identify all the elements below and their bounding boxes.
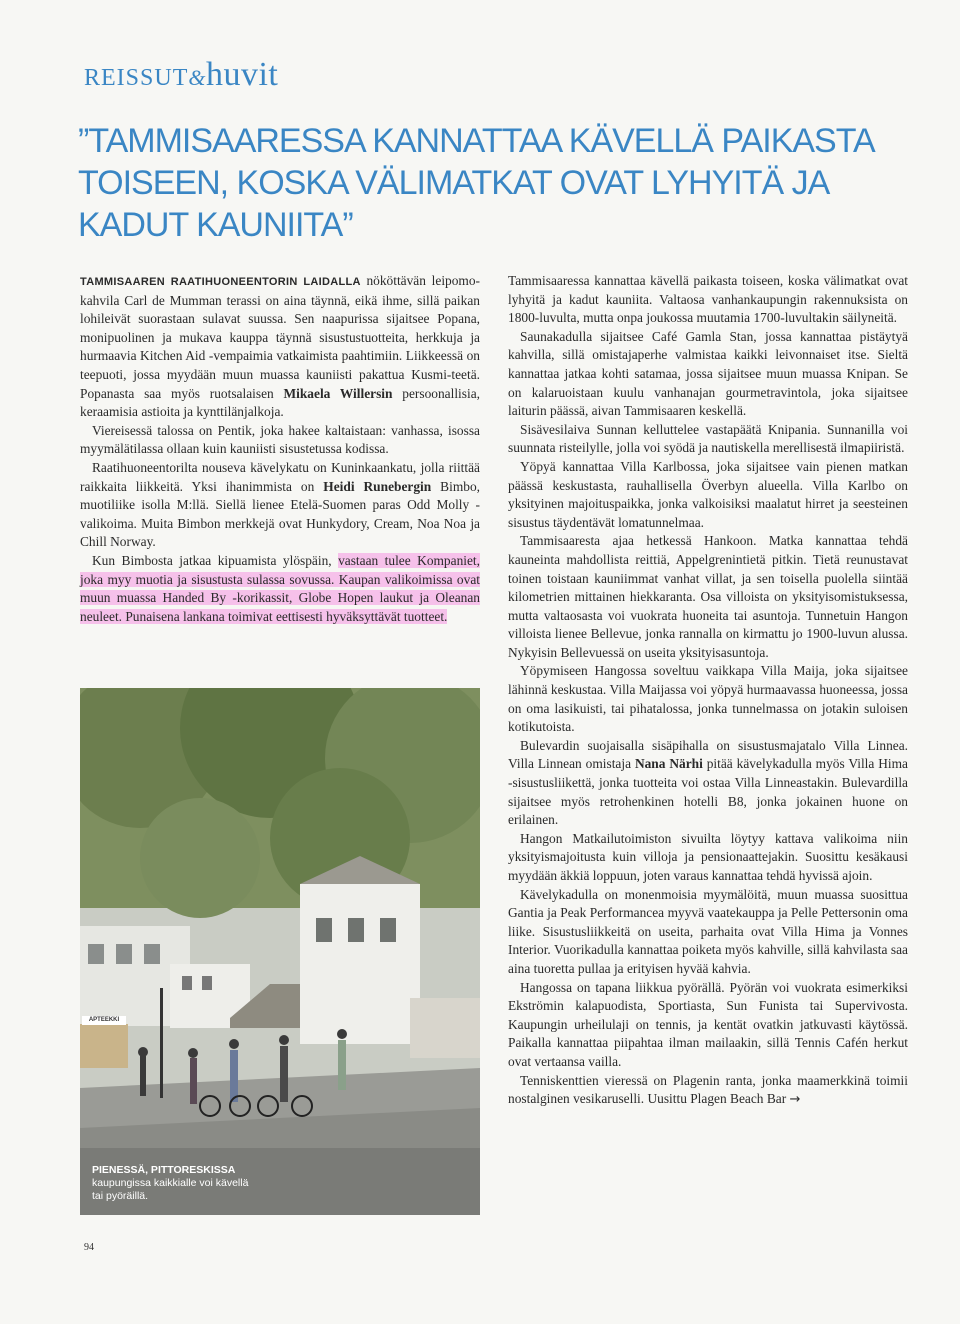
- person-name: Heidi Runebergin: [323, 478, 432, 494]
- section-label-amp: &: [188, 65, 206, 90]
- continue-arrow-icon: →: [789, 1092, 801, 1108]
- window: [182, 976, 192, 990]
- text: Raatihuoneentorilta nouseva kävelykatu on Kuninkaankatu, jolla riittää raikkaita liikkeitä. Yksi ihanimmista on: [80, 459, 480, 494]
- pedestrian-head: [337, 1029, 347, 1039]
- storefront: [80, 1024, 128, 1068]
- lamp-post: [160, 988, 163, 1098]
- window: [88, 944, 104, 964]
- street-photo-illustration: [80, 688, 480, 1215]
- highlighted-text: vastaan tulee Kompaniet, joka myy muotia ja sisustusta sulassa sovussa. Kaupan valikoimissa ovat muun muassa Handed By -korikassit, Globe Hopen laukut ja Oleanan neuleet. Punaisena lankana toimivat eettisesti hyväksyttävät tuotteet.: [80, 552, 480, 624]
- paragraph: [508, 737, 908, 830]
- text: Tenniskenttien vieressä on Plagenin ranta, jonka maamerkkinä toimii nostalginen vesikaruselli. Uusittu Plagen Beach Bar: [508, 1072, 908, 1107]
- paragraph: Hangossa on tapana liikkua pyörällä. Pyörän voi vuokrata esimerkiksi Ekströmin kalapuodista, Sportiasta, Sun Funista tai Supervivosta. Kaupungin urheilulaji on tennis, ja kentät ovatkin jatkuvasti käytössä. Paikalla kannattaa piipahtaa ilman mailaakin, sillä Tennis Cafén herkut ovat vertaansa vailla.: [508, 979, 908, 1069]
- pedestrian: [230, 1050, 238, 1102]
- window: [144, 944, 160, 964]
- right-column: [508, 272, 908, 1110]
- window: [316, 918, 332, 942]
- text: Bulevardin suojaisalla sisäpihalla on sisustusmajatalo Villa Linnea. Villa Linnean omistaja: [508, 737, 908, 772]
- pedestrian: [280, 1046, 288, 1102]
- window: [202, 976, 212, 990]
- photo-caption: [92, 1164, 262, 1203]
- paragraph: Tammisaaresta ajaa hetkessä Hankoon. Matka kannattaa tehdä kauneinta mahdollista reittiä, Appelgrenintietä pitkin. Tietä reunustavat toinen toistaan kauniimmat vanhat villat, ja sen toisella puolella siintää kilometrien mittainen hiekkaranta. Osa villoista on yksityisomistuksessa, mutta valtaosasta voi vuokrata huoneita tai asuntoja. Tunnetuin Hangon villoista lienee Bellevue, jonka rannalla on kirmattu jo 1900-luvun alussa. Nykyisin Bellevuessä on useita yksityisasuntoja.: [508, 533, 908, 660]
- paragraph: [80, 459, 480, 552]
- text: persoonallisia, keraamisia astioita ja kynttilänjalkoja.: [80, 385, 480, 420]
- section-label: [84, 56, 278, 94]
- window: [380, 918, 396, 942]
- pedestrian: [140, 1056, 146, 1096]
- street-photo: [80, 688, 480, 1215]
- window: [348, 918, 364, 942]
- caption-lead: PIENESSÄ, PITTORESKISSA: [92, 1164, 236, 1176]
- pharmacy-sign: APTEEKKI: [82, 1016, 126, 1025]
- tree: [140, 798, 260, 918]
- paragraph: [80, 552, 480, 626]
- person-name: Mikaela Willersin: [283, 385, 393, 401]
- pedestrian-head: [138, 1047, 148, 1057]
- headline-quote: ”TAMMISAARESSA KANNATTAA KÄVELLÄ PAIKASTA TOISEEN, KOSKA VÄLIMATKAT OVAT LYHYITÄ JA KADUT KAUNIITA”: [78, 122, 873, 244]
- paragraph: Hangon Matkailutoimiston sivuilta löytyy kattava valikoima niin yksityismajoitusta kuin villoja ja pensionaattejakin. Suosittu kesäkausi myydään äkkiä loppuun, joten varaus kannattaa tehdä hyvissä ajoin.: [508, 830, 908, 883]
- white-building: [300, 884, 420, 1044]
- paragraph: Sisävesilaiva Sunnan kelluttelee vastapäätä Knipania. Sunnanilla voi suunnata risteilylle, jolla voi syödä ja nautiskella merellisestä ilmapiiristä.: [508, 421, 908, 456]
- pedestrian: [338, 1040, 346, 1090]
- section-label-part1: REISSUT: [84, 65, 189, 91]
- text: pitää kävelykadulla myös Villa Hima -sisustusliikettä, jonka tuotteita voi ostaa Villa Linneastakin. Bulevardilla sijaitsee myös retrohenkinen hotelli B8, jonka jokainen huone on erilainen.: [508, 756, 908, 828]
- person-name: Nana Närhi: [634, 756, 703, 772]
- pedestrian-head: [229, 1039, 239, 1049]
- page-number: 94: [84, 1242, 94, 1253]
- text: Kun Bimbosta jatkaa kipuamista ylöspäin,: [92, 552, 339, 568]
- lead-in: TAMMISAAREN RAATIHUONEENTORIN LAIDALLA: [80, 276, 361, 288]
- text: Bimbo, muotiliike isolla M:llä. Siellä lienee Etelä-Suomen paras Odd Molly -valikoima. Muita Bimbon merkkejä ovat Hunkydory, Cream, Noa Noa ja Chill Norway.: [80, 478, 480, 550]
- window: [116, 944, 132, 964]
- paragraph: Saunakadulla sijaitsee Café Gamla Stan, jossa kannattaa pistäytyä kahvilla, sillä omistajaperhe valmistaa kaikki leivonnaiset itse. Sieltä kannattaa jatkaa kohti satamaa, jossa sijaitsee muun muassa Knipan. Se on kalaruoistaan kuulu vanhanajan gourmetravintola, joka sijaitsee laiturin päässä, aivan Tammisaaren keskellä.: [508, 328, 908, 419]
- paragraph: [508, 1072, 908, 1110]
- paragraph: Tammisaaressa kannattaa kävellä paikasta toiseen, koska välimatkat ovat lyhyitä ja kadut kauniita. Valtaosa vanhankaupungin rakennuksista on 1800-luvulta, mutta onpa joukossa muutamia 1700-luvultakin säilyneitä.: [508, 273, 908, 326]
- pedestrian-head: [279, 1035, 289, 1045]
- paragraph: [80, 272, 480, 422]
- paragraph: Viereisessä talossa on Pentik, joka hakee kaltaistaan: vanhassa, isossa myymälätilassa ollaan kuin kauniisti sisustetussa kodissa.: [80, 422, 480, 457]
- caption-text: kaupungissa kaikkialle voi kävellä tai pyöräillä.: [92, 1177, 249, 1202]
- text: nököttävän leipomo-kahvila Carl de Mumman terassi on aina täynnä, eikä ihme, sillä paikan lohileivät suorastaan sulavat suussa. Sen naapurissa sijaitsee Popana, monipuolinen ja mukava kauppa täynnä sisustustuotteita, herkkuja ja hurmaavia Kitchen Aid -vempaimia vatkaimista paahtimiin. Liikkeessä on teepuoti, jossa myydään muun muassa kauniisti pakattua Kusmi-teetä. Popanasta saa myös ruotsalaisen: [80, 273, 481, 401]
- pedestrian-head: [188, 1048, 198, 1058]
- paragraph: Yöpymiseen Hangossa soveltuu vaikkapa Villa Maija, joka sijaitsee lähinnä keskustaa. Villa Maijassa voi yöpyä hurmaavassa huoneessa, jossa on oma lasikuisti, tai pihatalossa, jonka tunnelmassa on jotakin suloisen kotikutoista.: [508, 663, 908, 735]
- section-label-part2: huvit: [205, 56, 279, 93]
- paragraph: Kävelykadulla on monenmoisia myymälöitä, muun muassa suosittua Gantia ja Peak Performancea myyvä vaatekauppa ja Pelle Pettersonin oma liike. Sisustusliikkeitä on useita, parhaita ovat Villa Hima ja Vonnes Interior. Vuorikadulla kannattaa poiketa myös kahville, sillä kahvilasta saa aina tuoretta pullaa ja erityisen hyvää kahvia.: [508, 886, 908, 976]
- kiosk: [410, 998, 480, 1058]
- paragraph: Yöpyä kannattaa Villa Karlbossa, joka sijaitsee vain pienen matkan päässä keskustasta, rauhallisella Överbyn alueella. Villa Karlbo on yksityinen majoituspaikka, jonka valkoisiksi maalatut hirret ja seesteinen sisustus täydentävät lomatunnelmaa.: [508, 458, 908, 530]
- pedestrian: [190, 1058, 197, 1104]
- left-column: [80, 272, 480, 626]
